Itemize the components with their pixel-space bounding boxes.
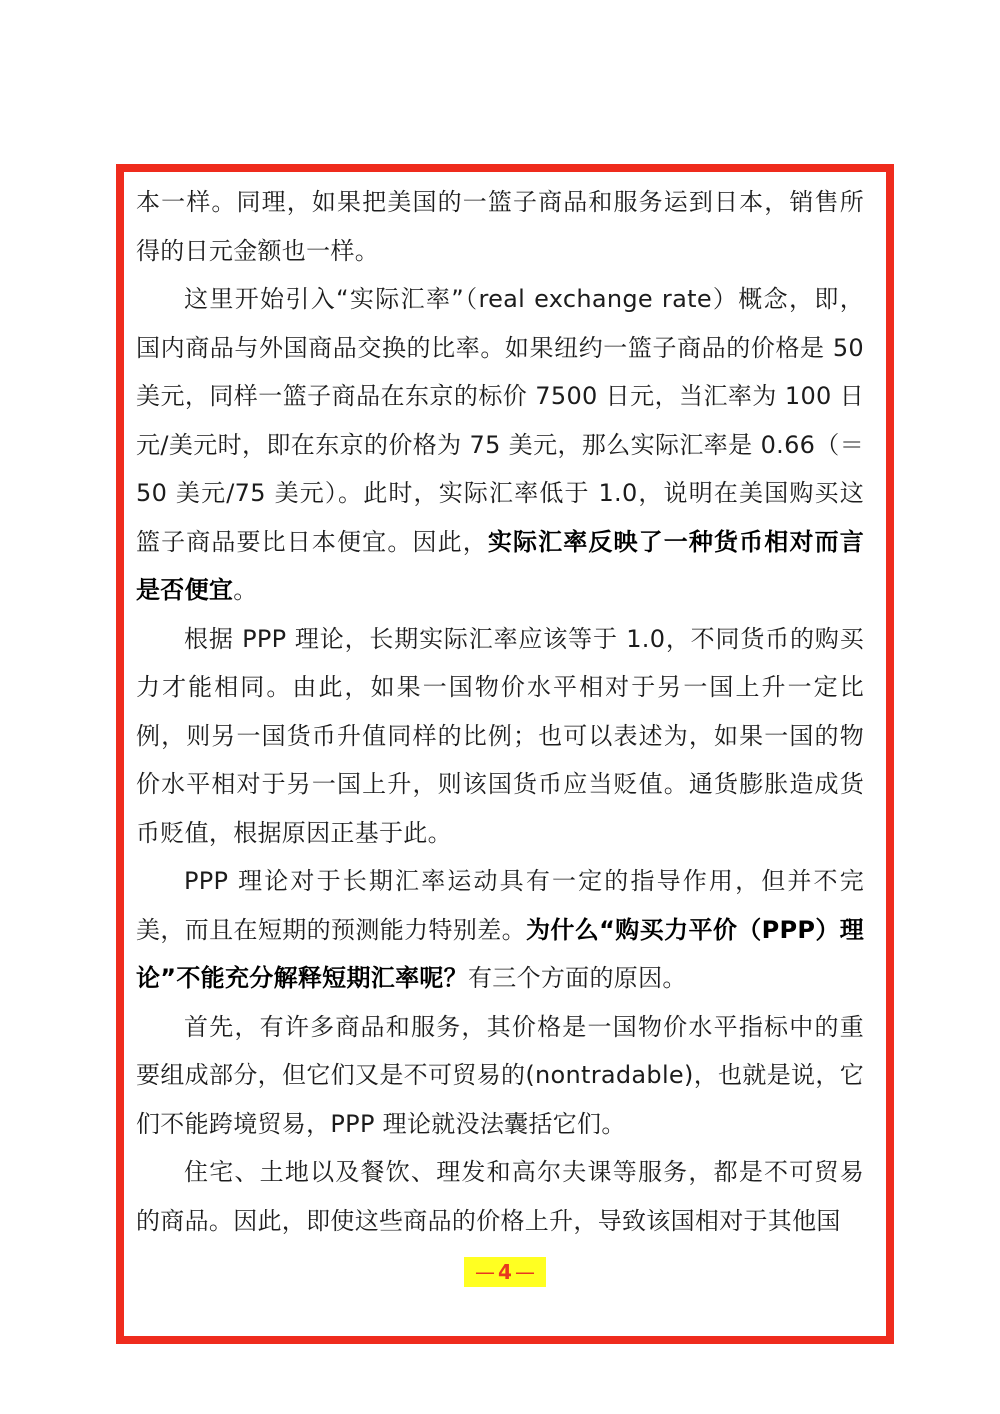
text-run: 首先，有许多商品和服务，其价格是一国物价水平指标中的重要组成部分，但它们又是不可贸易的(nontradable)，也就是说，它们不能跨境贸易，PPP 理论就没法囊括它们。 xyxy=(136,1012,864,1138)
text-run: PPP 理论对于长期汇率运动具有一定的指导作用，但并不完美，而且在短期的预测能力特别差。 xyxy=(136,867,864,944)
text-run: 本一样。同理，如果把美国的一篮子商品和服务运到日本，销售所得的日元金额也一样。 xyxy=(136,188,864,265)
text-run: 这里开始引入“实际汇率”（real exchange rate）概念，即，国内商品与外国商品交换的比率。如果纽约一篮子商品的价格是 50 美元，同样一篮子商品在东京的标价 7500 日元，当汇率为 100 日元/美元时，即在东京的价格为 75 美元，那么实际汇率是 0.66（＝50 美元/75 美元）。此时，实际汇率低于 1.0，说明在美国购买这篮子商品要比日本便宜。因此， xyxy=(136,285,864,556)
page-number-dash-right: — xyxy=(514,1260,535,1284)
document-body xyxy=(136,178,864,1245)
text-run: 。 xyxy=(233,576,258,604)
page-number-badge xyxy=(464,1257,546,1287)
paragraph-5 xyxy=(136,1148,864,1245)
page-number: 4 xyxy=(498,1260,512,1284)
bold-text-run: 为什么“购买力平价（PPP）理论”不能充分解释短期汇率呢？ xyxy=(136,915,864,992)
paragraph-0 xyxy=(136,178,864,275)
text-run: 有三个方面的原因。 xyxy=(467,964,687,992)
page-number-dash-left: — xyxy=(475,1260,496,1284)
paragraph-1 xyxy=(136,275,864,615)
text-run: 住宅、土地以及餐饮、理发和高尔夫课等服务，都是不可贸易的商品。因此，即使这些商品的价格上升，导致该国相对于其他国 xyxy=(136,1158,864,1235)
bold-text-run: 实际汇率反映了一种货币相对而言是否便宜 xyxy=(136,527,865,604)
paragraph-2 xyxy=(136,615,864,858)
paragraph-3 xyxy=(136,857,864,1003)
paragraph-4 xyxy=(136,1003,864,1149)
text-run: 根据 PPP 理论，长期实际汇率应该等于 1.0，不同货币的购买力才能相同。由此，如果一国物价水平相对于另一国上升一定比例，则另一国货币升值同样的比例；也可以表述为，如果一国的物价水平相对于另一国上升，则该国货币应当贬值。通货膨胀造成货币贬值，根据原因正基于此。 xyxy=(136,624,864,847)
